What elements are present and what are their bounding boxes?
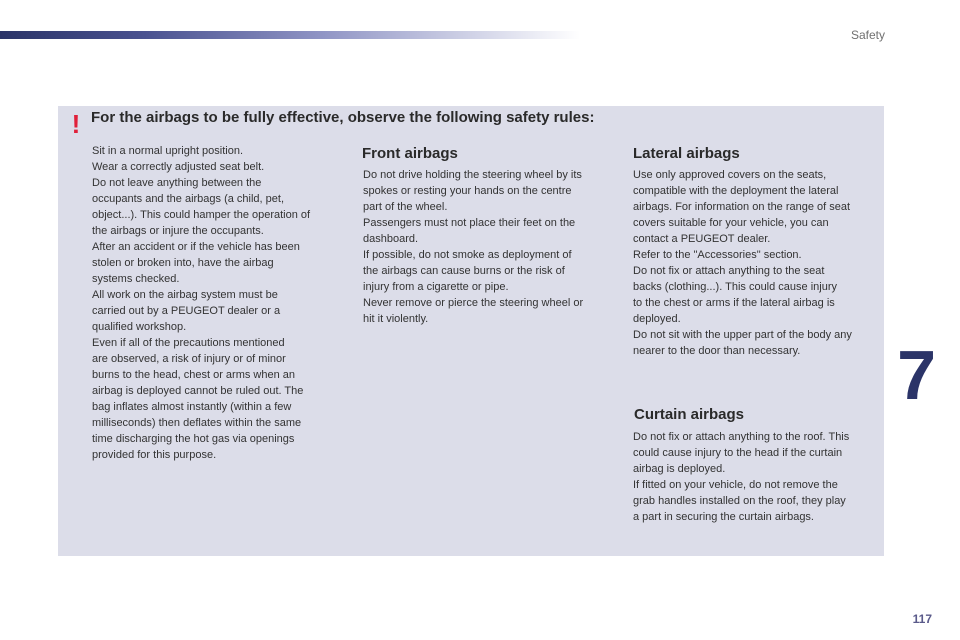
- text-line: stolen or broken into, have the airbag: [92, 257, 274, 269]
- lateral-airbags-text: [633, 167, 883, 359]
- text-line: nearer to the door than necessary.: [633, 345, 801, 357]
- text-line: hit it violently.: [363, 313, 429, 325]
- text-line: compatible with the deployment the lateral: [633, 185, 839, 197]
- text-line: Even if all of the precautions mentioned: [92, 337, 285, 349]
- text-line: to the chest or arms if the lateral airbag is: [633, 297, 835, 309]
- curtain-airbags-text: [633, 429, 883, 525]
- text-line: Do not sit with the upper part of the body any: [633, 329, 852, 341]
- text-line: If fitted on your vehicle, do not remove the: [633, 479, 838, 491]
- text-line: injury from a cigarette or pipe.: [363, 281, 509, 293]
- lateral-airbags-title: Lateral airbags: [633, 145, 740, 162]
- text-line: Never remove or pierce the steering wheel or: [363, 297, 584, 309]
- section-title: Safety: [850, 28, 885, 42]
- text-line: object...). This could hamper the operation of: [92, 209, 311, 221]
- text-line: Wear a correctly adjusted seat belt.: [92, 161, 265, 173]
- text-line: the airbags can cause burns or the risk of: [363, 265, 565, 277]
- text-line: Passengers must not place their feet on the: [363, 217, 576, 229]
- text-line: grab handles installed on the roof, they play: [633, 495, 846, 507]
- text-line: provided for this purpose.: [92, 449, 217, 461]
- text-line: the airbags or injure the occupants.: [92, 225, 264, 237]
- header-gradient-bar: [0, 31, 580, 39]
- text-line: covers suitable for your vehicle, you can: [633, 217, 829, 229]
- page-number: 117: [912, 612, 932, 626]
- text-line: Do not fix or attach anything to the roof. This: [633, 431, 850, 443]
- text-line: milliseconds) then deflates within the same: [92, 417, 302, 429]
- text-line: occupants and the airbags (a child, pet,: [92, 193, 285, 205]
- text-line: Sit in a normal upright position.: [92, 145, 244, 157]
- text-line: If possible, do not smoke as deployment of: [363, 249, 572, 261]
- chapter-number: 7: [897, 336, 936, 414]
- exclamation-icon: !: [71, 109, 81, 139]
- text-line: bag inflates almost instantly (within a few: [92, 401, 292, 413]
- text-line: time discharging the hot gas via openings: [92, 433, 295, 445]
- text-line: Do not leave anything between the: [92, 177, 262, 189]
- text-line: deployed.: [633, 313, 681, 325]
- main-heading: For the airbags to be fully effective, observe the following safety rules:: [91, 109, 595, 126]
- text-line: burns to the head, chest or arms when an: [92, 369, 296, 381]
- text-line: airbags. For information on the range of seat: [633, 201, 851, 213]
- text-line: Refer to the "Accessories" section.: [633, 249, 802, 261]
- text-line: backs (clothing...). This could cause injury: [633, 281, 837, 293]
- text-line: After an accident or if the vehicle has been: [92, 241, 300, 253]
- text-line: contact a PEUGEOT dealer.: [633, 233, 771, 245]
- left-column-text: [92, 143, 342, 463]
- text-line: Do not drive holding the steering wheel by its: [363, 169, 582, 181]
- front-airbags-title: Front airbags: [362, 145, 458, 162]
- text-line: Do not fix or attach anything to the seat: [633, 265, 825, 277]
- text-line: part of the wheel.: [363, 201, 448, 213]
- curtain-airbags-title: Curtain airbags: [634, 406, 745, 423]
- text-line: a part in securing the curtain airbags.: [633, 511, 814, 523]
- text-line: airbag is deployed.: [633, 463, 726, 475]
- front-airbags-text: [363, 167, 618, 327]
- text-line: All work on the airbag system must be: [92, 289, 278, 301]
- text-line: spokes or resting your hands on the centre: [363, 185, 572, 197]
- text-line: qualified workshop.: [92, 321, 187, 333]
- text-line: dashboard.: [363, 233, 419, 245]
- text-line: airbag is deployed cannot be ruled out. The: [92, 385, 304, 397]
- text-line: systems checked.: [92, 273, 180, 285]
- text-line: could cause injury to the head if the curtain: [633, 447, 843, 459]
- text-line: carried out by a PEUGEOT dealer or a: [92, 305, 281, 317]
- text-line: are observed, a risk of injury or of minor: [92, 353, 286, 365]
- text-line: Use only approved covers on the seats,: [633, 169, 827, 181]
